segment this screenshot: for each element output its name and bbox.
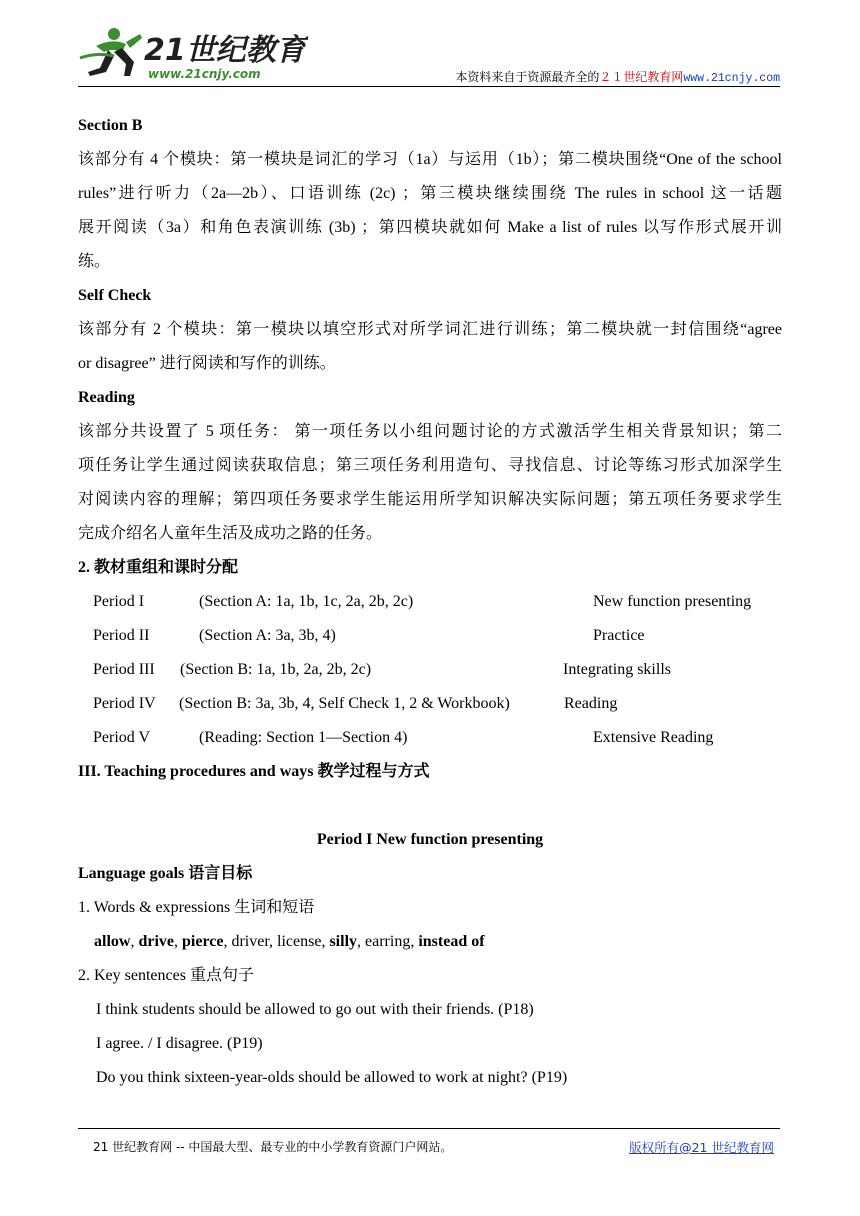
period-type: Reading [564, 695, 618, 712]
footer-divider [78, 1128, 780, 1129]
reading-line-3: 对阅读内容的理解；第四项任务要求学生能运用所学知识解决实际问题；第五项任务要求学生 [78, 491, 782, 508]
header-divider [78, 86, 780, 87]
period-label: Period I [93, 593, 145, 610]
blank-line [78, 789, 782, 823]
period-type: Practice [593, 627, 645, 644]
period-content: (Reading: Section 1—Section 4) [199, 729, 408, 746]
period-content: (Section A: 1a, 1b, 1c, 2a, 2b, 2c) [199, 593, 414, 610]
word-text: , [130, 933, 139, 950]
section-b-line-2: rules”进行听力（2a—2b）、口语训练 (2c) ；第三模块继续围绕 The rules in school 这一话题 [78, 185, 782, 202]
word-bold: instead of [418, 933, 485, 950]
word-bold: silly [329, 933, 358, 950]
periods-heading: 2. 教材重组和课时分配 [78, 559, 239, 576]
header-note [455, 68, 780, 85]
period-content: (Section A: 3a, 3b, 4) [199, 627, 336, 644]
header-note-url[interactable]: www.21cnjy.com [683, 72, 780, 85]
page-header [78, 22, 780, 86]
self-check-heading: Self Check [78, 287, 152, 304]
self-check-line-1: 该部分有 2 个模块：第一模块以填空形式对所学词汇进行训练；第二模块就一封信围绕“agree [78, 321, 782, 338]
reading-line-2: 项任务让学生通过阅读获取信息；第三项任务利用造句、寻找信息、讨论等练习形式加深学生 [78, 457, 782, 474]
reading-heading: Reading [78, 389, 135, 406]
period-type: New function presenting [593, 593, 752, 610]
document-body [78, 109, 782, 1095]
key-sentence: I think students should be allowed to go out with their friends. (P18) [96, 1001, 534, 1018]
copyright-link[interactable]: 版权所有@21 世纪教育网 [629, 1140, 774, 1155]
site-logo [78, 22, 308, 84]
period-row [78, 619, 782, 653]
word-text: , driver, license, [223, 933, 330, 950]
self-check-line-2: or disagree” 进行阅读和写作的训练。 [78, 355, 336, 372]
word-bold: pierce [182, 933, 224, 950]
period-title: Period I New function presenting [316, 831, 544, 848]
words-list [78, 925, 782, 959]
logo-text: 21世纪教育 [144, 33, 306, 68]
header-note-prefix: 本资料来自于资源最齐全的 [455, 70, 600, 84]
key-sentence: Do you think sixteen-year-olds should be allowed to work at night? (P19) [96, 1069, 568, 1086]
sentences-heading: 2. Key sentences 重点句子 [78, 967, 254, 984]
reading-line-4: 完成介绍名人童年生活及成功之路的任务。 [78, 525, 383, 542]
word-bold: drive [138, 933, 174, 950]
section-b-line-3: 展开阅读（3a）和角色表演训练 (3b) ；第四模块就如何 Make a list of rules 以写作形式展开训 [78, 219, 782, 236]
section-b-line-4: 练。 [78, 253, 111, 270]
period-row [78, 687, 782, 721]
period-content: (Section B: 3a, 3b, 4, Self Check 1, 2 & Workbook) [179, 695, 510, 712]
period-label: Period II [93, 627, 150, 644]
logo-url: www.21cnjy.com [148, 67, 261, 81]
word-text: , [174, 933, 182, 950]
procedures-heading: III. Teaching procedures and ways 教学过程与方式 [78, 763, 430, 780]
period-row [78, 721, 782, 755]
header-note-site: ２１世纪教育网 [599, 70, 684, 84]
section-b-heading: Section B [78, 117, 143, 134]
period-content: (Section B: 1a, 1b, 2a, 2b, 2c) [180, 661, 372, 678]
reading-line-1: 该部分共设置了 5 项任务： 第一项任务以小组问题讨论的方式激活学生相关背景知识；第二 [78, 423, 782, 440]
key-sentence: I agree. / I disagree. (P19) [96, 1035, 263, 1052]
period-type: Extensive Reading [593, 729, 714, 746]
period-row [78, 653, 782, 687]
word-text: , earring, [357, 933, 419, 950]
period-label: Period III [93, 661, 155, 678]
period-row [78, 585, 782, 619]
section-b-line-1: 该部分有 4 个模块：第一模块是词汇的学习（1a）与运用（1b）；第二模块围绕“One of the school [78, 151, 782, 168]
footer-note: 21 世纪教育网 -- 中国最大型、最专业的中小学教育资源门户网站。 [93, 1140, 453, 1154]
period-type: Integrating skills [563, 661, 671, 678]
language-goals-heading: Language goals 语言目标 [78, 865, 253, 882]
period-label: Period IV [93, 695, 156, 712]
word-bold: allow [94, 933, 131, 950]
period-label: Period V [93, 729, 151, 746]
words-heading: 1. Words & expressions 生词和短语 [78, 899, 315, 916]
